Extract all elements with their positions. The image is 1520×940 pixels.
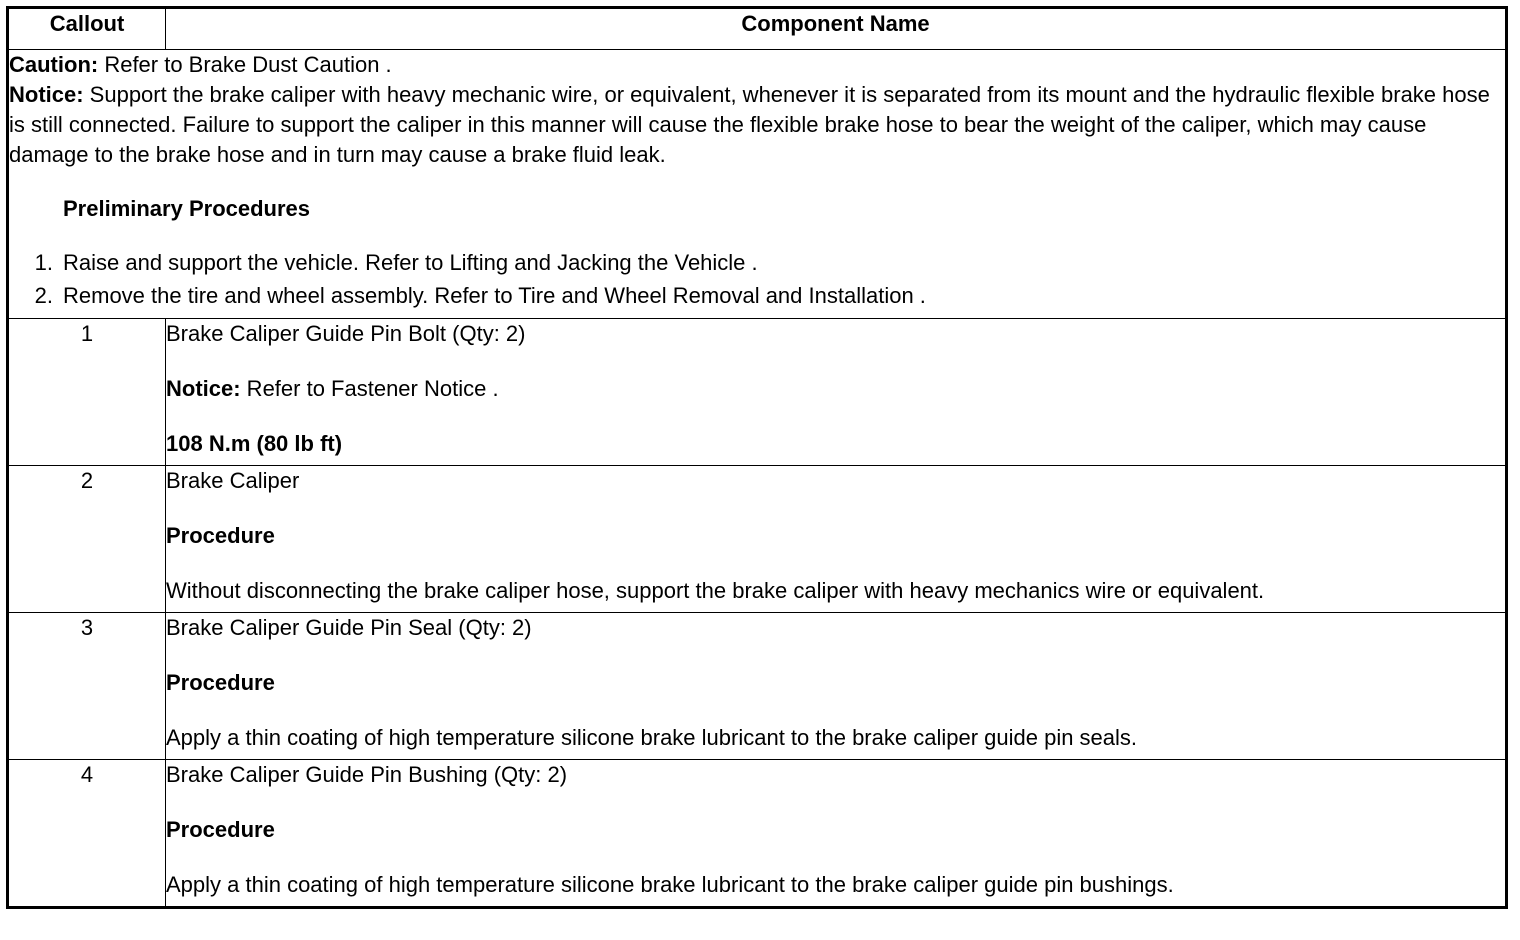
component-cell [166, 613, 1507, 760]
callout-number: 2 [8, 466, 166, 613]
preliminary-steps-list [9, 248, 1505, 314]
callout-number: 4 [8, 760, 166, 908]
component-name: Brake Caliper Guide Pin Bolt (Qty: 2) [166, 321, 526, 346]
notice-text: Support the brake caliper with heavy mechanic wire, or equivalent, whenever it is separated from its mount and the hydraulic flexible brake hose is still connected. Failure to support the caliper in this manner will cause the flexible brake hose to bear the weight of the caliper, which may cause damage to the brake hose and in turn may cause a brake fluid leak. [9, 82, 1490, 167]
torque-spec: 108 N.m (80 lb ft) [166, 431, 343, 456]
list-item [34, 281, 1505, 314]
component-name-column-header: Component Name [166, 8, 1507, 50]
notice-text: Refer to Fastener Notice . [240, 376, 499, 401]
table-row [8, 613, 1507, 760]
table-row [8, 466, 1507, 613]
table-row [8, 760, 1507, 908]
caution-label: Caution: [9, 52, 99, 77]
preliminary-procedures-title: Preliminary Procedures [63, 196, 311, 221]
callout-number: 1 [8, 319, 166, 466]
procedure-text: Without disconnecting the brake caliper hose, support the brake caliper with heavy mechanics wire or equivalent. [166, 578, 1265, 603]
component-name: Brake Caliper [166, 468, 300, 493]
header-row [8, 8, 1507, 50]
caution-text: Refer to Brake Dust Caution . [98, 52, 392, 77]
component-table [6, 6, 1508, 909]
procedure-text: Apply a thin coating of high temperature silicone brake lubricant to the brake caliper guide pin seals. [166, 725, 1138, 750]
fastener-notice [166, 374, 1505, 429]
component-name: Brake Caliper Guide Pin Bushing (Qty: 2) [166, 762, 568, 787]
procedure-label: Procedure [166, 817, 275, 842]
table-row [8, 319, 1507, 466]
component-cell [166, 760, 1507, 908]
procedure-label: Procedure [166, 523, 275, 548]
procedure-text: Apply a thin coating of high temperature silicone brake lubricant to the brake caliper guide pin bushings. [166, 872, 1174, 897]
intro-cell [8, 50, 1507, 319]
procedure-label: Procedure [166, 670, 275, 695]
step-number: 2. [34, 283, 53, 308]
list-item [34, 248, 1505, 281]
step-number: 1. [34, 250, 53, 275]
step-text: Raise and support the vehicle. Refer to Lifting and Jacking the Vehicle . [63, 250, 758, 275]
notice-paragraph [9, 80, 1505, 170]
callout-number: 3 [8, 613, 166, 760]
component-cell [166, 319, 1507, 466]
caution-line [9, 50, 1505, 80]
notice-label: Notice: [166, 376, 241, 401]
callout-column-header: Callout [8, 8, 166, 50]
step-text: Remove the tire and wheel assembly. Refer to Tire and Wheel Removal and Installation . [63, 283, 926, 308]
intro-row [8, 50, 1507, 319]
component-name: Brake Caliper Guide Pin Seal (Qty: 2) [166, 615, 532, 640]
component-cell [166, 466, 1507, 613]
notice-label: Notice: [9, 82, 84, 107]
